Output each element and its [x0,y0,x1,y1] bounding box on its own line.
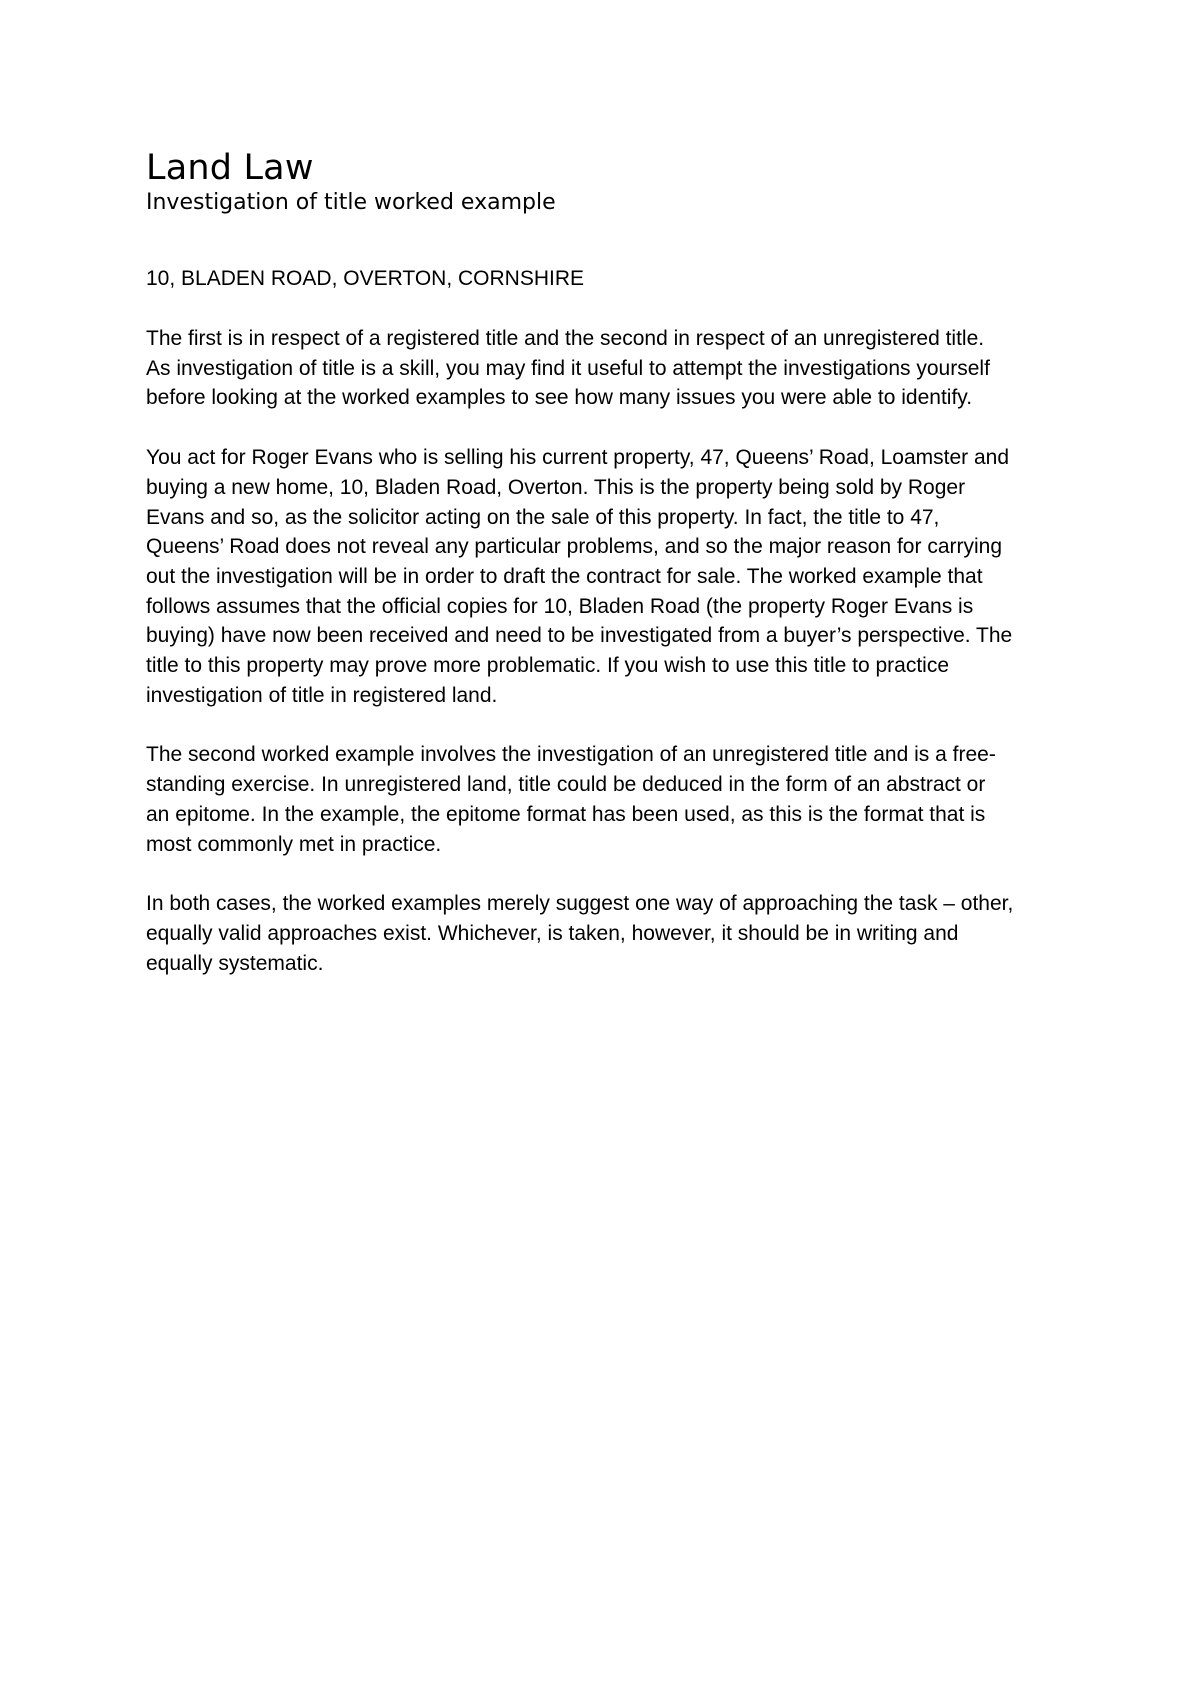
paragraph-line: Queens’ Road does not reveal any particular problems, and so the major reason for carrying [146,535,1003,559]
paragraph-line: out the investigation will be in order to draft the contract for sale. The worked example that [146,564,983,588]
paragraph-line: In both cases, the worked examples merely suggest one way of approaching the task – other, [146,892,1014,916]
paragraph-conclusion [146,889,1076,978]
property-address: 10, BLADEN ROAD, OVERTON, CORNSHIRE [146,267,584,290]
paragraph-line: Evans and so, as the solicitor acting on the sale of this property. In fact, the title to 47, [146,505,940,529]
paragraph-line: As investigation of title is a skill, you may find it useful to attempt the investigations yourself [146,356,990,380]
paragraph-registered-title [146,443,1076,710]
paragraph-line: before looking at the worked examples to see how many issues you were able to identify. [146,386,973,410]
paragraph-line: buying a new home, 10, Bladen Road, Overton. This is the property being sold by Roger [146,475,966,499]
document-content [146,148,1076,978]
paragraph-line: most commonly met in practice. [146,832,442,856]
paragraph-line: The first is in respect of a registered title and the second in respect of an unregistered title. [146,327,985,350]
paragraph-line: follows assumes that the official copies for 10, Bladen Road (the property Roger Evans is [146,594,974,618]
paragraph-line: equally valid approaches exist. Whichever, is taken, however, it should be in writing and [146,921,959,945]
document-title: Land Law [146,148,314,188]
paragraph-line: buying) have now been received and need to be investigated from a buyer’s perspective. The [146,624,1013,648]
paragraph-line: You act for Roger Evans who is selling his current property, 47, Queens’ Road, Loamster and [146,446,1010,470]
paragraph-line: investigation of title in registered land. [146,683,498,707]
paragraph-line: title to this property may prove more problematic. If you wish to use this title to practice [146,654,950,678]
paragraph-line: standing exercise. In unregistered land, title could be deduced in the form of an abstract or [146,773,986,797]
paragraph-line: equally systematic. [146,951,324,975]
document-subtitle: Investigation of title worked example [146,190,556,215]
paragraph-line: The second worked example involves the investigation of an unregistered title and is a free- [146,743,996,767]
paragraph-line: an epitome. In the example, the epitome format has been used, as this is the format that is [146,802,986,826]
paragraph-unregistered-title [146,740,1076,859]
paragraph-intro [146,324,1076,413]
